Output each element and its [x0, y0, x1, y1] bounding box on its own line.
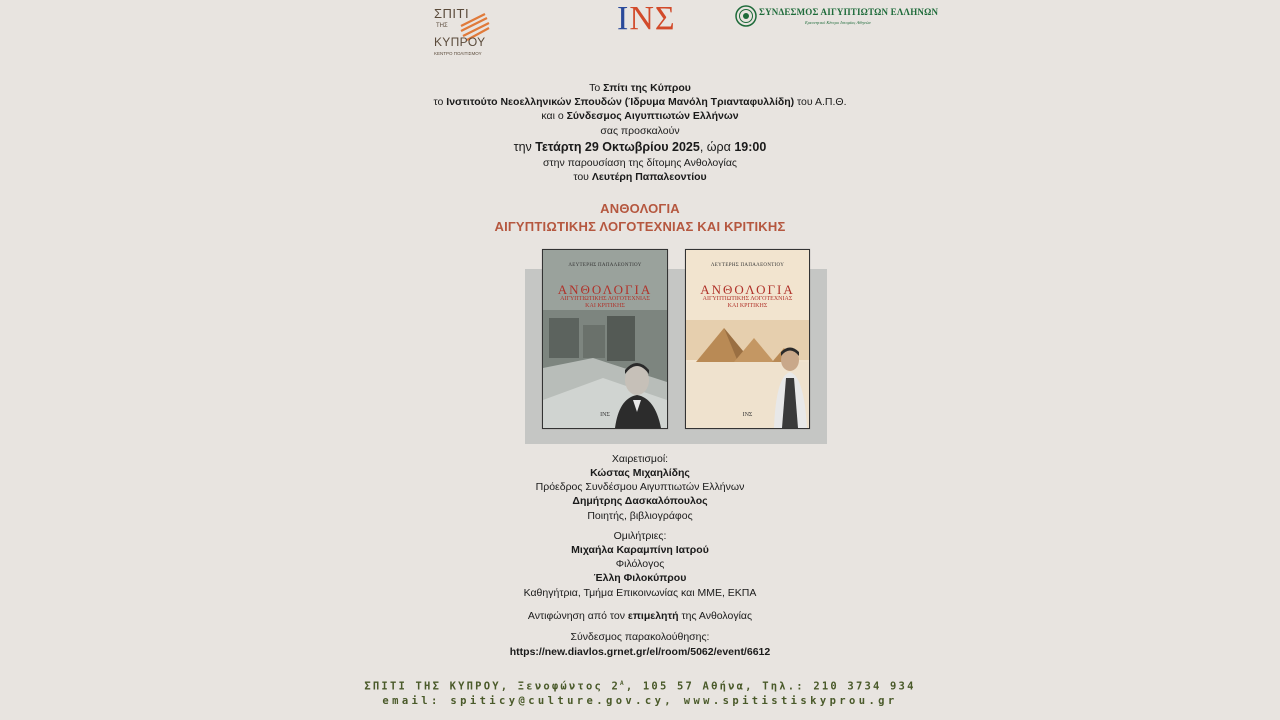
book-cover-volume-1 — [542, 249, 668, 429]
sae-logo — [735, 4, 939, 30]
speakers-label: Ομιλήτριες: — [613, 530, 667, 542]
spiti-tis-kyprou-logo — [432, 4, 492, 56]
book-1-publisher: ΙΝΣ — [600, 412, 610, 418]
speaker-2-name: Έλλη Φιλοκύπρου — [593, 572, 687, 584]
invitation-line-1: Το Σπίτι της Κύπρου — [589, 82, 691, 94]
footer-contact: email: spiticy@culture.gov.cy, www.spitistiskyprou.gr — [382, 695, 898, 707]
greeting-2-role: Ποιητής, βιβλιογράφος — [587, 510, 693, 522]
anthology-title-2: ΑΙΓΥΠΤΙΩΤΙΚΗΣ ΛΟΓΟΤΕΧΝΙΑΣ ΚΑΙ ΚΡΙΤΙΚΗΣ — [494, 219, 786, 234]
link-label: Σύνδεσμος παρακολούθησης: — [570, 631, 710, 643]
book-2-pyramids-art — [686, 250, 809, 428]
greeting-1-role: Πρόεδρος Συνδέσμου Αιγυπτιωτών Ελλήνων — [535, 481, 745, 493]
book-1-subtitle-line-1: ΑΙΓΥΠΤΙΩΤΙΚΗΣ ΛΟΓΟΤΕΧΝΙΑΣ — [560, 296, 650, 302]
sae-logo-name: ΣΥΝΔΕΣΜΟΣ ΑΙΓΥΠΤΙΩΤΩΝ ΕΛΛΗΝΩΝ — [759, 7, 939, 17]
book-2-subtitle-line-2: ΚΑΙ ΚΡΙΤΙΚΗΣ — [727, 303, 768, 309]
ins-logo — [617, 0, 687, 40]
logo-text-spiti: ΣΠΙΤΙ — [434, 6, 470, 21]
book-1-author: ΛΕΥΤΕΡΗΣ ΠΑΠΑΛΕΟΝΤΙΟΥ — [568, 263, 642, 268]
book-1-subtitle — [543, 296, 667, 310]
book-2-subtitle-line-1: ΑΙΓΥΠΤΙΩΤΙΚΗΣ ΛΟΓΟΤΕΧΝΙΑΣ — [702, 296, 793, 302]
logo-text-kentro: ΚΕΝΤΡΟ ΠΟΛΙΤΙΣΜΟΥ — [434, 51, 482, 56]
footer-address: ΣΠΙΤΙ ΤΗΣ ΚΥΠΡΟΥ, Ξενοφώντος $2^A$, 105 57 Αθήνα, Τηλ.: 210 3734 934 — [364, 680, 916, 693]
greeting-2-name: Δημήτρης Δασκαλόπουλος — [572, 495, 708, 507]
anthology-title-1: ΑΝΘΟΛΟΓΙΑ — [600, 201, 680, 216]
book-1-title: ΑΝΘΟΛΟΓΙΑ — [557, 282, 653, 297]
book-2-author: ΛΕΥΤΕΡΗΣ ΠΑΠΑΛΕΟΝΤΙΟΥ — [710, 263, 785, 268]
book-2-title: ΑΝΘΟΛΟΓΙΑ — [700, 282, 795, 297]
book-2-subtitle — [686, 296, 809, 310]
event-date-line: την Τετάρτη 29 Οκτωβρίου 2025, ώρα 19:00 — [513, 140, 767, 154]
invitation-line-3: και ο Σύνδεσμος Αιγυπτιωτών Ελλήνων — [541, 110, 739, 122]
book-cover-volume-2 — [685, 249, 810, 429]
logo-text-tis: ΤΗΣ — [436, 23, 448, 29]
book-1-subtitle-line-2: ΚΑΙ ΚΡΙΤΙΚΗΣ — [585, 303, 625, 309]
invitation-line-6: στην παρουσίαση της δίτομης Ανθολογίας — [543, 157, 737, 169]
stream-link[interactable]: https://new.diavlos.grnet.gr/el/room/5062/event/6612 — [509, 646, 771, 658]
book-2-publisher: ΙΝΣ — [742, 412, 753, 418]
invitation-line-2: το Ινστιτούτο Νεοελληνικών Σπουδών (Ίδρυμα Μανόλη Τριανταφυλλίδη) του Α.Π.Θ. — [433, 96, 847, 108]
sae-logo-subtitle: Ερευνητικό Κέντρο Ιστορίας Αθηνών — [805, 20, 871, 25]
logo-text-kyprou: ΚΥΠΡΟΥ — [434, 35, 486, 49]
speaker-1-role: Φιλόλογος — [615, 558, 665, 570]
greeting-1-name: Κώστας Μιχαηλίδης — [590, 467, 690, 479]
invitation-line-7: του Λευτέρη Παπαλεοντίου — [573, 171, 707, 183]
book-1-photo-art — [543, 250, 667, 428]
stream-link-row — [0, 645, 1280, 659]
invitation-line-4: σας προσκαλούν — [600, 125, 680, 137]
speaker-1-name: Μιχαήλα Καραμπίνη Ιατρού — [571, 544, 709, 556]
greetings-label: Χαιρετισμοί: — [611, 453, 669, 465]
reply-line: Αντιφώνηση από τον επιμελητή της Ανθολογίας — [527, 610, 753, 622]
sae-seal-icon — [735, 5, 757, 27]
ins-logo-text: ΙΝΣ — [617, 0, 676, 37]
speaker-2-role: Καθηγήτρια, Τμήμα Επικοινωνίας και ΜΜΕ, ΕΚΠΑ — [523, 587, 757, 599]
